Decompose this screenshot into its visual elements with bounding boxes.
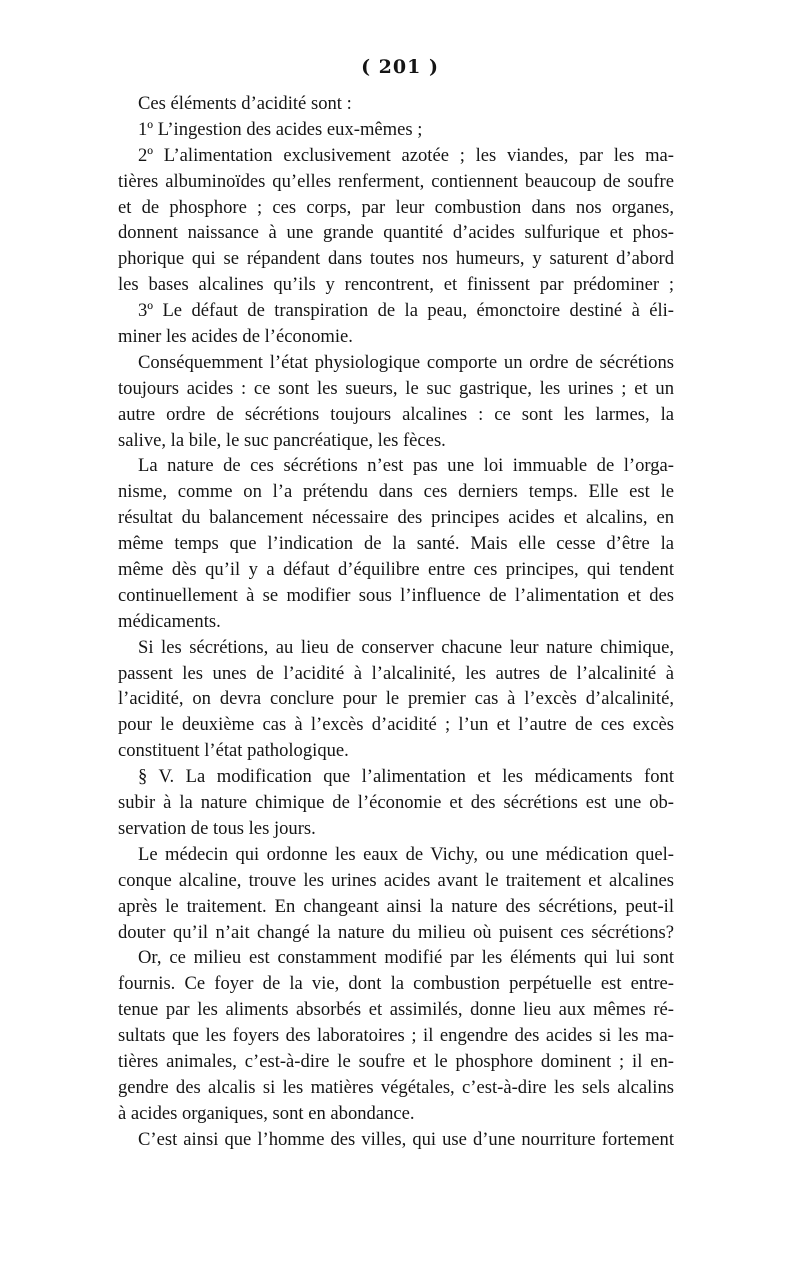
text-line: La nature de ces sécrétions n’est pas une loi immuable de l’orga- [138,455,674,477]
text-line: C’est ainsi que l’homme des villes, qui use d’une nourriture fortement [138,1128,674,1150]
text-line: donnent naissance à une grande quantité d’acides sulfurique et phos- [118,222,674,244]
text-line: autre ordre de sécrétions toujours alcalines : ce sont les larmes, la [118,403,674,425]
text-line: continuellement à se modifier sous l’influence de l’alimentation et des [118,584,674,606]
text-line: constituent l’état pathologique. [118,740,349,762]
text-line: miner les acides de l’économie. [118,326,353,348]
text-line: 3º Le défaut de transpiration de la peau, émonctoire destiné à éli- [138,300,674,322]
text-line: résultat du balancement nécessaire des principes acides et alcalins, en [118,507,674,529]
text-line: conque alcaline, trouve les urines acides avant le traitement et alcalines [118,869,674,891]
text-line: fournis. Ce foyer de la vie, dont la combustion perpétuelle est entre- [118,973,674,995]
text-line: tières animales, c’est-à-dire le soufre et le phosphore dominent ; il en- [118,1050,674,1072]
text-line: sultats que les foyers des laboratoires ; il engendre des acides si les ma- [118,1025,674,1047]
text-line: Le médecin qui ordonne les eaux de Vichy, ou une médication quel- [138,843,674,865]
text-line: Or, ce milieu est constamment modifié par les éléments qui lui sont [138,947,674,969]
text-line: même temps que l’indication de la santé. Mais elle cesse d’être la [118,533,674,555]
text-line: gendre des alcalis si les matières végétales, c’est-à-dire les sels alcalins [118,1076,674,1098]
body-text [118,91,674,1153]
text-line: nisme, comme on l’a prétendu dans ces derniers temps. Elle est le [118,481,674,503]
text-line: Ces éléments d’acidité sont : [138,93,352,114]
text-line: salive, la bile, le suc pancréatique, les fèces. [118,429,446,451]
page-number: ( 201 ) [361,56,439,78]
text-line: après le traitement. En changeant ainsi la nature des sécrétions, peut-il [118,895,674,917]
text-line: pour le deuxième cas à l’excès d’acidité ; l’un et l’autre de ces excès [118,714,674,736]
text-line: tenue par les aliments absorbés et assimilés, donne lieu aux mêmes ré- [118,999,674,1021]
text-line: et de phosphore ; ces corps, par leur combustion dans nos organes, [118,196,674,218]
text-line: les bases alcalines qu’ils y rencontrent, et finissent par prédominer ; [118,274,674,296]
text-line: 2º L’alimentation exclusivement azotée ; les viandes, par les ma- [138,144,674,166]
text-line: 1º L’ingestion des acides eux-mêmes ; [138,118,423,140]
text-line: Conséquemment l’état physiologique comporte un ordre de sécrétions [138,351,674,373]
text-line: § V. La modification que l’alimentation et les médicaments font [138,766,674,788]
text-line: phorique qui se répandent dans toutes nos humeurs, y saturent d’abord [118,248,674,270]
text-line: subir à la nature chimique de l’économie et des sécrétions est une ob- [118,792,674,814]
text-line: médicaments. [118,610,221,632]
text-line: l’acidité, on devra conclure pour le premier cas à l’excès d’alcalinité, [118,688,674,710]
text-line: à acides organiques, sont en abondance. [118,1102,415,1124]
text-line: même dès qu’il y a défaut d’équilibre entre ces principes, qui tendent [118,559,674,581]
text-line: servation de tous les jours. [118,817,316,839]
text-line: passent les unes de l’acidité à l’alcalinité, les autres de l’alcalinité à [118,662,674,684]
text-line: douter qu’il n’ait changé la nature du milieu où puisent ces sécrétions? [118,921,674,943]
text-line: Si les sécrétions, au lieu de conserver chacune leur nature chimique, [138,636,674,658]
text-line: tières albuminoïdes qu’elles renferment, contiennent beaucoup de soufre [118,170,674,192]
text-line: toujours acides : ce sont les sueurs, le suc gastrique, les urines ; et un [118,377,674,399]
